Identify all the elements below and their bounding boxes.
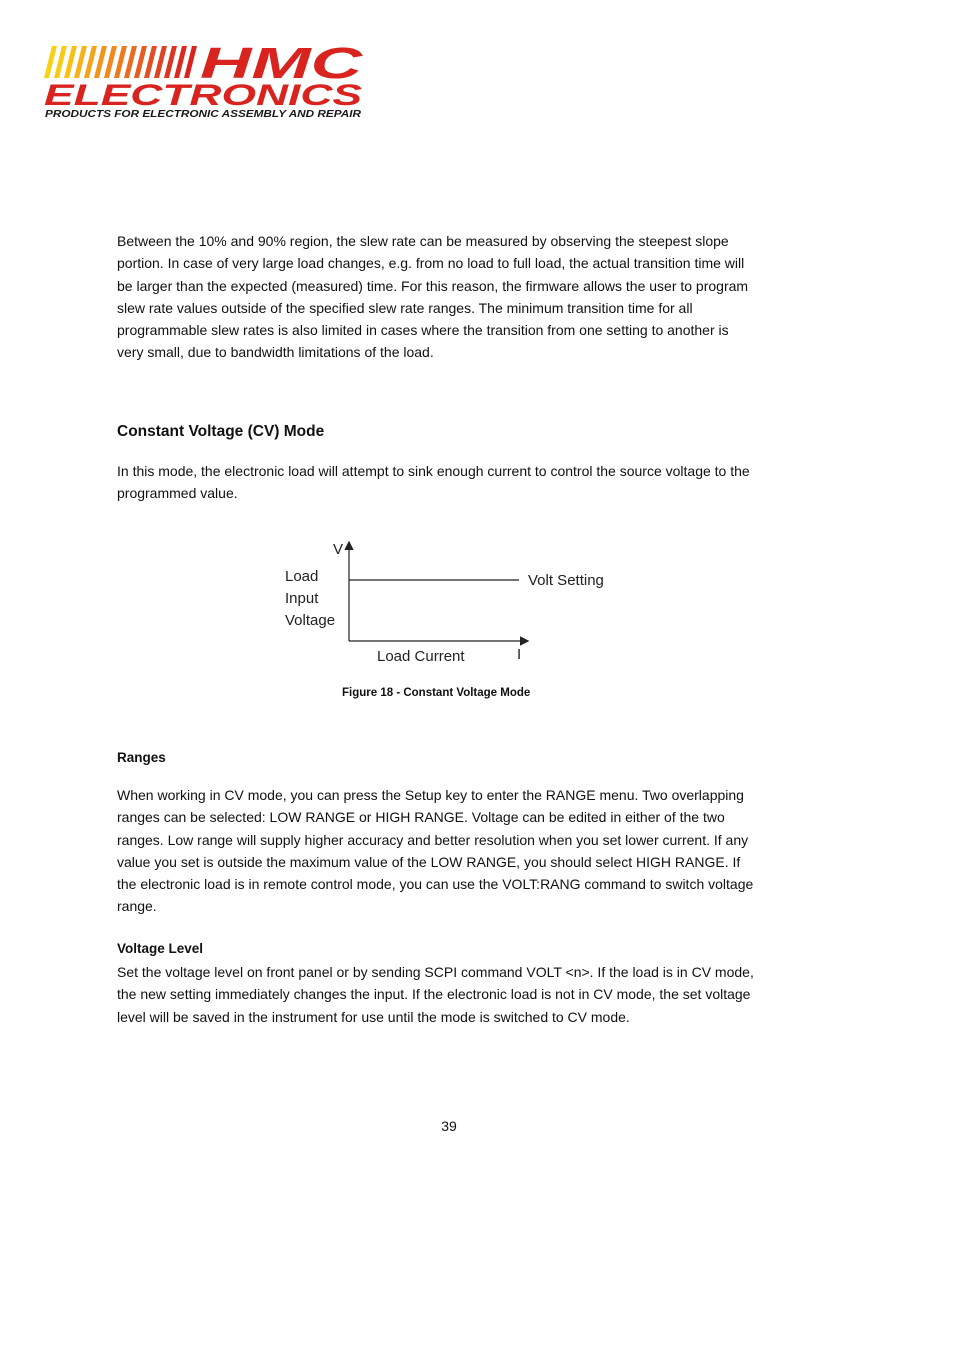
x-axis-symbol: I (517, 646, 522, 663)
intro-section (117, 230, 757, 364)
figure-caption: Figure 18 - Constant Voltage Mode (342, 687, 531, 699)
voltage-level-section (117, 961, 757, 1028)
y-axis-label-line2: Input (285, 590, 319, 607)
hmc-logo-graphic (42, 42, 366, 122)
y-axis-label-line3: Voltage (285, 612, 336, 629)
ranges-section (117, 784, 757, 918)
x-axis-label: Load Current (377, 648, 465, 665)
cv-mode-diagram (278, 534, 638, 674)
voltage-level-paragraph: Set the voltage level on front panel or by sending SCPI command VOLT <n>. If the load is in CV mode, the new setting immediately changes the input. If the electronic load is not in CV mode, the set voltage level will be saved in the instrument for use until the mode is switched to CV mode. (117, 964, 754, 1025)
cv-mode-paragraph: In this mode, the electronic load will attempt to sink enough current to control the source voltage to the programmed value. (117, 463, 750, 502)
voltage-level-heading: Voltage Level (117, 941, 204, 956)
logo-brand-text: HMC (200, 42, 364, 88)
company-logo (42, 42, 366, 122)
y-axis-symbol: V (333, 541, 344, 558)
intro-paragraph: Between the 10% and 90% region, the slew rate can be measured by observing the steepest slope portion. In case of very large load changes, e.g. from no load to full load, the actual transition time will be larger than the expected (measured) time. For this reason, the firmware allows the user to program slew rate values outside of the specified slew rate ranges. The minimum transition time for all programmable slew rates is also limited in cases where the transition from one setting to another is very small, due to bandwidth limitations of the load. (117, 233, 749, 361)
ranges-heading: Ranges (117, 750, 166, 765)
page-number: 39 (441, 1118, 457, 1134)
volt-setting-label: Volt Setting (528, 572, 604, 589)
logo-name-text: ELECTRONICS (44, 79, 362, 112)
logo-stripes (44, 46, 197, 78)
y-axis-label-line1: Load (285, 568, 319, 585)
cv-mode-figure (278, 534, 638, 674)
ranges-paragraph: When working in CV mode, you can press the Setup key to enter the RANGE menu. Two overlapping ranges can be selected: LOW RANGE or HIGH RANGE. Voltage can be edited in either of the two ranges. Low range will supply higher accuracy and better resolution when you set lower current. If any value you set is outside the maximum value of the LOW RANGE, you should select HIGH RANGE. If the electronic load is in remote control mode, you can use the VOLT:RANG command to switch voltage range. (117, 787, 754, 915)
logo-tagline-text: PRODUCTS FOR ELECTRONIC ASSEMBLY AND REPAIR (45, 108, 362, 120)
cv-mode-section (117, 460, 757, 505)
cv-mode-heading: Constant Voltage (CV) Mode (117, 423, 325, 440)
